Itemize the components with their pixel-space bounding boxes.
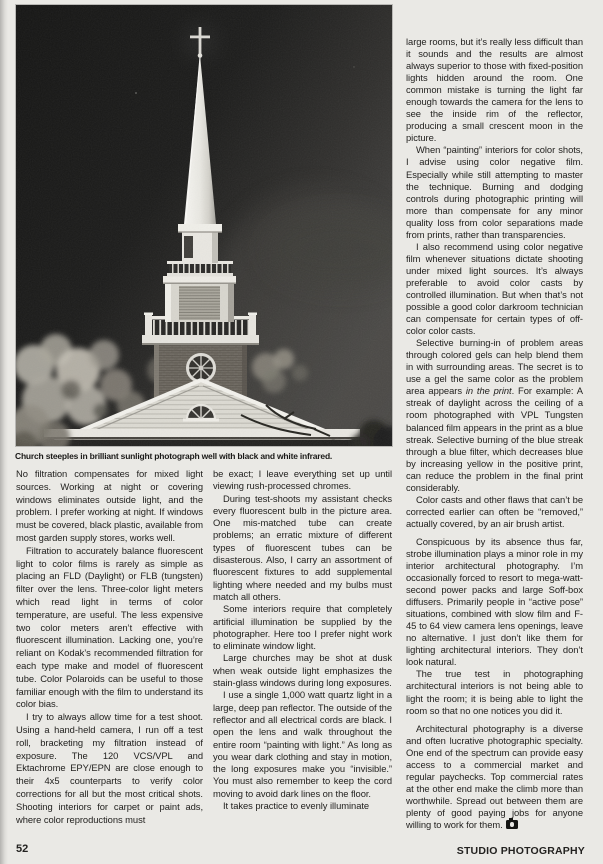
photo-caption: Church steeples in brilliant sunlight photograph well with black and white infrared.: [15, 451, 333, 461]
page-number: 52: [16, 843, 29, 855]
paragraph: Color casts and other flaws that can’t be corrected earlier can often be “removed,” actually covered, by an air brush artist.: [406, 493, 583, 529]
church-photo-graphic: [16, 5, 392, 446]
paragraph: Some interiors require that completely artificial illumination be supplied by the photographer. Here too I prefer night work to eliminate window light.: [213, 603, 392, 652]
italic-text: in the print: [465, 385, 512, 397]
paragraph: Conspicuous by its absence thus far, strobe illumination plays a minor role in my interior architectural photography. I’m occasionally forced to resort to mega-watt-second power packs and large Soff-box diffusers. Primarily people in “active pose” situations, combined with slow film and F-45 to 64 view camera lens openings, leave no alternative. I just don’t like them for lighting architectural interiors. They don’t look natural.: [406, 535, 583, 668]
paragraph: I also recommend using color negative film whenever situations dictate shooting under mixed light sources. It’s always preferable to avoid color casts by controlled illumination. But when that’s not possible a good color darkroom technician can compensate for certain types of off-color color casts.: [406, 240, 583, 337]
text-column-middle: [213, 468, 392, 812]
paragraph: Large churches may be shot at dusk when weak outside light emphasizes the stain-glass windows during long exposures.: [213, 652, 392, 689]
church-photo: [16, 5, 392, 446]
text-column-right: [406, 36, 583, 831]
paragraph: Architectural photography is a diverse and often lucrative photographic specialty. One end of the spectrum can provide easy access to a commercial market and regular paychecks. Top commercial rates at the other end make the climb more than worthwhile. Spread out between them are plenty of good paying jobs for anyone willing to work for them.: [406, 722, 583, 830]
paragraph: Selective burning-in of problem areas through colored gels can help blend them in with surrounding areas. The secret is to use a gel the same color as the problem area appears in the print. For example: A streak of daylight across the ceiling of a room photographed with VPL Tungsten balanced film appears in the print as a blue streak. Selective burning of the blue streak through a blue filter, which decreases blue by increasing yellow in the positive print, can reduce the problem in the final print considerably.: [406, 337, 583, 493]
paragraph: I try to always allow time for a test shoot. Using a hand-held camera, I run off a test roll, bracketing my filtration instead of exposure. The 120 VCS/VPL and Ektachrome EPY/EPN are close enough to their 4x5 counterparts to verify color corrections for all but the most critical shots. Shooting interiors for carpet or paint ads, where color reproductions must: [16, 711, 203, 825]
paragraph: When “painting” interiors for color shots, I advise using color negative film. Especially while still attempting to master the technique. Burning and dodging controls during photographic printing will more than compensate for any minor quality loss from color separations made from prints, rather than transparencies.: [406, 144, 583, 240]
paragraph: be exact; I leave everything set up until viewing rush-processed chromes.: [213, 468, 392, 492]
paragraph: No filtration compensates for mixed light sources. Working at night or covering windows eliminates outside light, and the problem. I prefer working at night. If windows must be covered, black plastic, available from most garden supply stores, works well.: [16, 468, 203, 543]
page-edge-shadow: [0, 0, 8, 864]
text-column-left: [16, 468, 203, 826]
paragraph: large rooms, but it’s really less difficult than it sounds and the results are almost always superior to those with fixed-position lights hidden around the room. One common mistake is turning the light far enough towards the camera for the lens to see the inside rim of the reflector, producing a small crescent moon in the picture.: [406, 36, 583, 144]
magazine-title: STUDIO PHOTOGRAPHY: [456, 845, 585, 857]
paragraph: I use a single 1,000 watt quartz light in a large, deep pan reflector. The outside of the reflector and all electrical cords are black. I open the lens and walk throughout the entire room “painting with light.” As long as you wear dark clothing and stay in motion, the long exposures make you “invisible.” You must also remember to keep the cord moving to avoid dark lines on the floor.: [213, 689, 392, 799]
paragraph: Filtration to accurately balance fluorescent light to color films is rarely as simple as placing an FLD (Daylight) or FLB (tungsten) filter over the lens. Three-color light meters which read light in terms of color temperature, are useful. The less expensive two color meters aren’t effective with fluorescent illumination. Lacking one, you’re reliant on Kodak’s recommended filtration for each type make and model of fluorescent tube. Color Polaroids can be useful to those familiar enough with the film to understand its color bias.: [16, 544, 203, 710]
paragraph: During test-shoots my assistant checks every fluorescent bulb in the picture area. One mis-matched tube can create problems; an erratic mixture of different types of fluorescent tubes can be disasterous. Also, I carry an assortment of fluorescent fixtures to add supplemental lighting where needed and my bulbs must match all others.: [213, 492, 392, 602]
camera-endmark-icon: [506, 820, 518, 829]
paragraph: It takes practice to evenly illuminate: [223, 800, 370, 812]
paragraph: The true test in photographing architectural interiors is not being able to light the room; it is being able to light the room so that no one notices you did it.: [406, 668, 583, 716]
